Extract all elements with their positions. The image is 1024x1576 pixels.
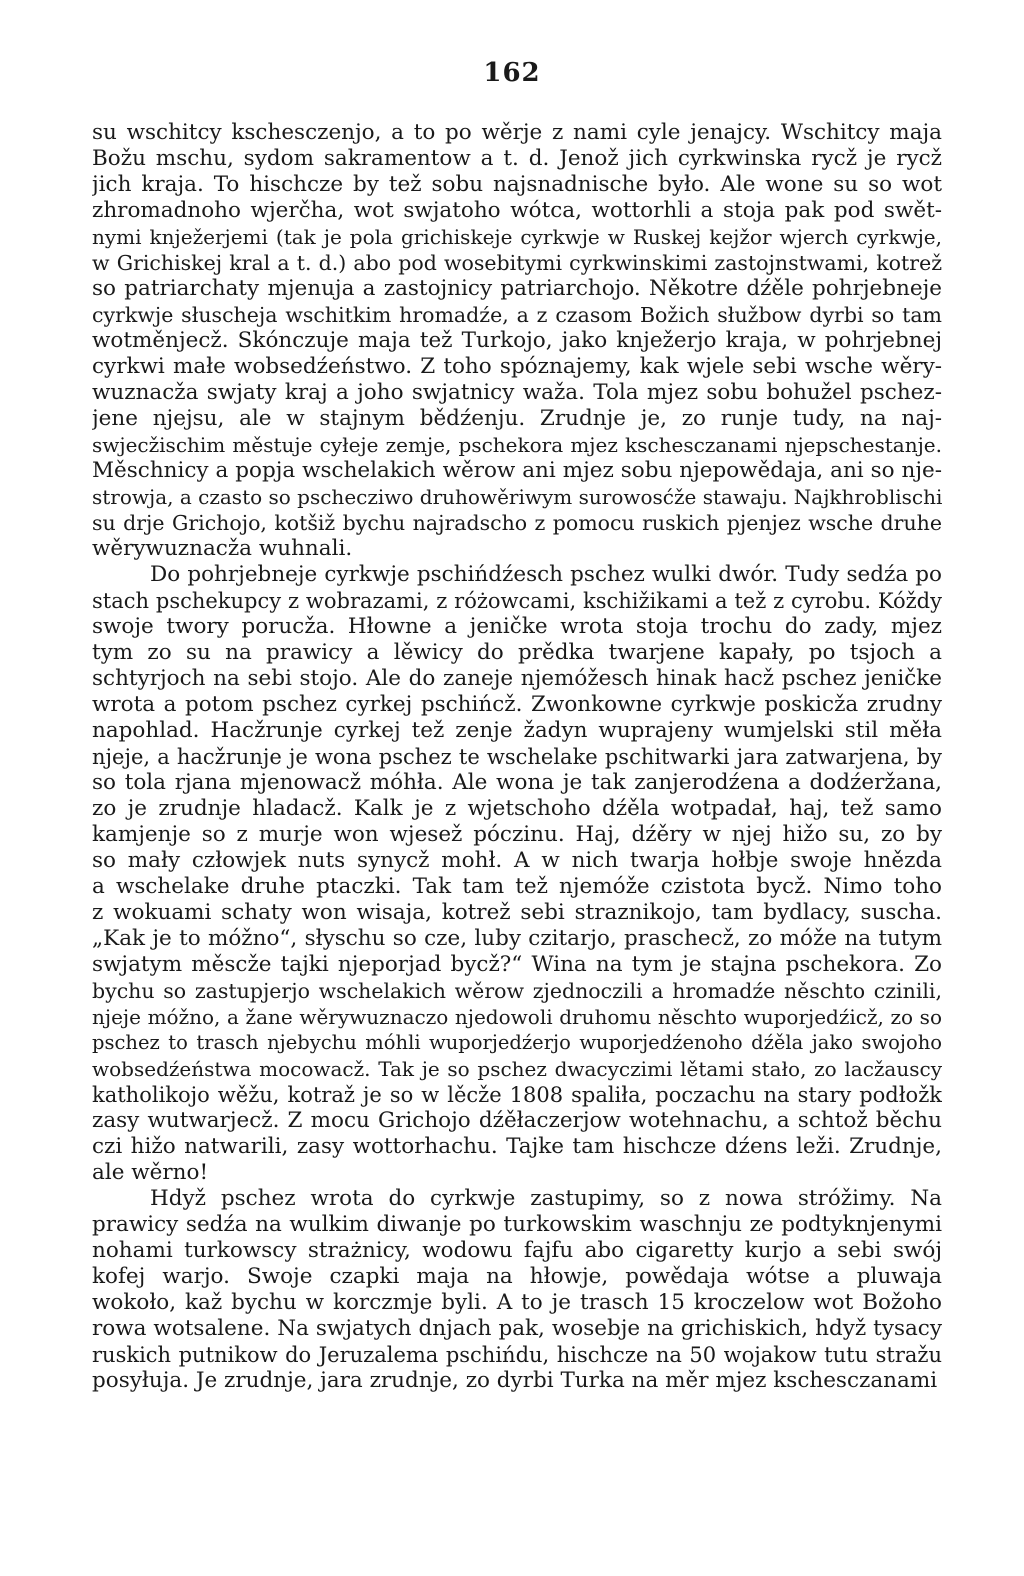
text-line: „Kak je to móžno“, słyschu so cze, luby czitarjo, praschecž, zo móže na tutym	[92, 926, 942, 951]
text-line: strowja, a czasto so pschecziwo druhowěriwym surowosćže stawaju. Najkhroblischi	[92, 485, 942, 509]
text-line: w Grichiskej kral a t. d.) abo pod wosebitymi cyrkwinskimi zastojnstwami, kotrež	[92, 251, 942, 275]
text-line: wotměnjecž. Skónczuje maja tež Turkojo, jako knježerjo kraja, w pohrjebnej	[92, 328, 942, 353]
text-line: napohlad. Hacžrunje cyrkej tež zenje žadyn wuprajeny wumjelski stil měła	[92, 718, 942, 743]
page-number: 162	[483, 58, 541, 88]
text-line: Do pohrjebneje cyrkwje pschińdźesch pschez wulki dwór. Tudy sedźa po	[150, 562, 942, 587]
text-line: posyłuja. Je zrudnje, jara zrudnje, zo dyrbi Turka na měr mjez kschesczanami	[92, 1368, 938, 1393]
text-line: so patriarchaty mjenuja a zastojnicy patriarchojo. Někotre dźěle pohrjebneje	[92, 276, 942, 301]
paragraph	[92, 562, 942, 1186]
text-line: swjecžischim městuje cyłeje zemje, pschekora mjez kschesczanami njepschestanje.	[92, 433, 942, 457]
text-line: nohami turkowscy strażnicy, wodowu fajfu abo cigaretty kurjo a sebi swój	[92, 1238, 942, 1263]
text-line: czi hižo natwarili, zasy wottorhachu. Tajke tam hischcze dźens leži. Zrudnje,	[92, 1134, 942, 1159]
text-line: wrota a potom pschez cyrkej pschińcž. Zwonkowne cyrkwje poskicža zrudny	[92, 692, 942, 717]
text-line: wuznacža swjaty kraj a joho swjatnicy waža. Tola mjez sobu bohužel pschez-	[92, 380, 942, 405]
text-line: njeje, a hacžrunje je wona pschez te wschelake pschitwarki jara zatwarjena, by	[92, 745, 942, 769]
text-line: schtyrjoch na sebi stojo. Ale do zaneje njemóžesch hinak hacž pschez jeničke	[92, 666, 942, 691]
text-line: z wokuami schaty won wisaja, kotrež sebi straznikojo, tam bydlacy, suscha.	[92, 900, 942, 925]
paragraph	[92, 120, 942, 562]
text-line: pschez to trasch njebychu móhli wuporjedźerjo wuporjedźenoho dźěla jako swojoho	[92, 1031, 942, 1054]
text-line: Měschnicy a popja wschelakich wěrow ani mjez sobu njepowědaja, ani so nje-	[92, 458, 942, 483]
text-line: Hdyž pschez wrota do cyrkwje zastupimy, so z nowa stróžimy. Na	[150, 1186, 942, 1211]
text-line: prawicy sedźa na wulkim diwanje po turkowskim waschnju ze podtyknjenymi	[92, 1212, 942, 1237]
text-line: a wschelake druhe ptaczki. Tak tam tež njemóže czistota bycž. Nimo toho	[92, 874, 942, 899]
text-line: nymi knježerjemi (tak je pola grichiskeje cyrkwje w Ruskej kejžor wjerch cyrkwje,	[92, 225, 942, 249]
text-line: zasy wutwarjecž. Z mocu Grichojo dźěłaczerjow wotehnachu, a schtož běchu	[92, 1108, 942, 1133]
text-line: zhromadnoho wjerčha, wot swjatoho wótca, wottorhli a stoja pak pod swět-	[92, 198, 942, 223]
text-line: su drje Grichojo, kotšiž bychu najradscho z pomocu ruskich pjenjez wsche druhe	[92, 511, 942, 535]
paragraph	[92, 1186, 942, 1394]
text-line: stach pschekupcy z wobrazami, z różowcami, kschižikami a tež z cyrobu. Kóždy	[92, 589, 942, 613]
text-line: bychu so zastupjerjo wschelakich wěrow zjednoczili a hromadźe něschto czinili,	[92, 979, 942, 1003]
text-line: jene njejsu, ale w stajnym bědźenju. Zrudnje je, zo runje tudy, na naj-	[92, 406, 942, 431]
text-line: jich kraja. To hischcze by tež sobu najsnadnische było. Ale wone su so wot	[92, 172, 942, 197]
text-line: njeje móžno, a žane wěrywuznaczo njedowoli druhomu něschto wuporjedźicž, zo so	[92, 1005, 942, 1029]
text-line: so mały człowjek nuts synycž mohł. A w nich twarja hołbje swoje hnězda	[92, 848, 942, 873]
text-line: zo je zrudnje hladacž. Kalk je z wjetschoho dźěla wotpadał, haj, tež samo	[92, 796, 942, 821]
text-line: rowa wotsalene. Na swjatych dnjach pak, wosebje na grichiskich, hdyž tysacy	[92, 1316, 942, 1341]
text-line: tym zo su na prawicy a lěwicy do prědka twarjene kapały, po tsjoch a	[92, 640, 942, 665]
text-line: ale wěrno!	[92, 1160, 209, 1185]
text-line: swoje twory porucža. Hłowne a jeničke wrota stoja trochu do zady, mjez	[92, 614, 942, 639]
text-line: su wschitcy kschesczenjo, a to po wěrje z nami cyle jenajcy. Wschitcy maja	[92, 120, 942, 145]
text-line: wobsedźeństwa mocowacž. Tak je so pschez dwacyczimi lětami stało, zo lacžauscy	[92, 1057, 942, 1081]
text-line: ruskich putnikow do Jeruzalema pschińdu, hischcze na 50 wojakow tutu stražu	[92, 1343, 942, 1367]
text-line: Božu mschu, sydom sakramentow a t. d. Jenož jich cyrkwinska rycž je rycž	[92, 146, 942, 171]
text-line: so tola rjana mjenowacž móhła. Ale wona je tak zanjerodźena a dodźeržana,	[92, 770, 942, 795]
text-line: kamjenje so z murje won wjesež póczinu. Haj, dźěry w njej hižo su, zo by	[92, 822, 942, 847]
text-line: swjatym měscže tajki njeporjad bycž?“ Wina na tym je stajna pschekora. Zo	[92, 952, 942, 977]
body-text	[92, 120, 942, 1394]
text-line: katholikojo wěžu, kotraž je so w lěcže 1808 spaliła, poczachu na stary podłožk	[92, 1083, 942, 1107]
text-line: kofej warjo. Swoje czapki maja na hłowje, powědaja wótse a pluwaja	[92, 1264, 942, 1289]
text-line: cyrkwi małe wobsedźeństwo. Z toho spóznajemy, kak wjele sebi wsche wěry-	[92, 354, 942, 379]
text-line: wěrywuznacža wuhnali.	[92, 536, 353, 561]
text-line: wokoło, kaž bychu w korczmje byli. A to je trasch 15 kroczelow wot Božoho	[92, 1290, 942, 1315]
text-line: cyrkwje słuscheja wschitkim hromadźe, a z czasom Božich słužbow dyrbi so tam	[92, 303, 942, 327]
